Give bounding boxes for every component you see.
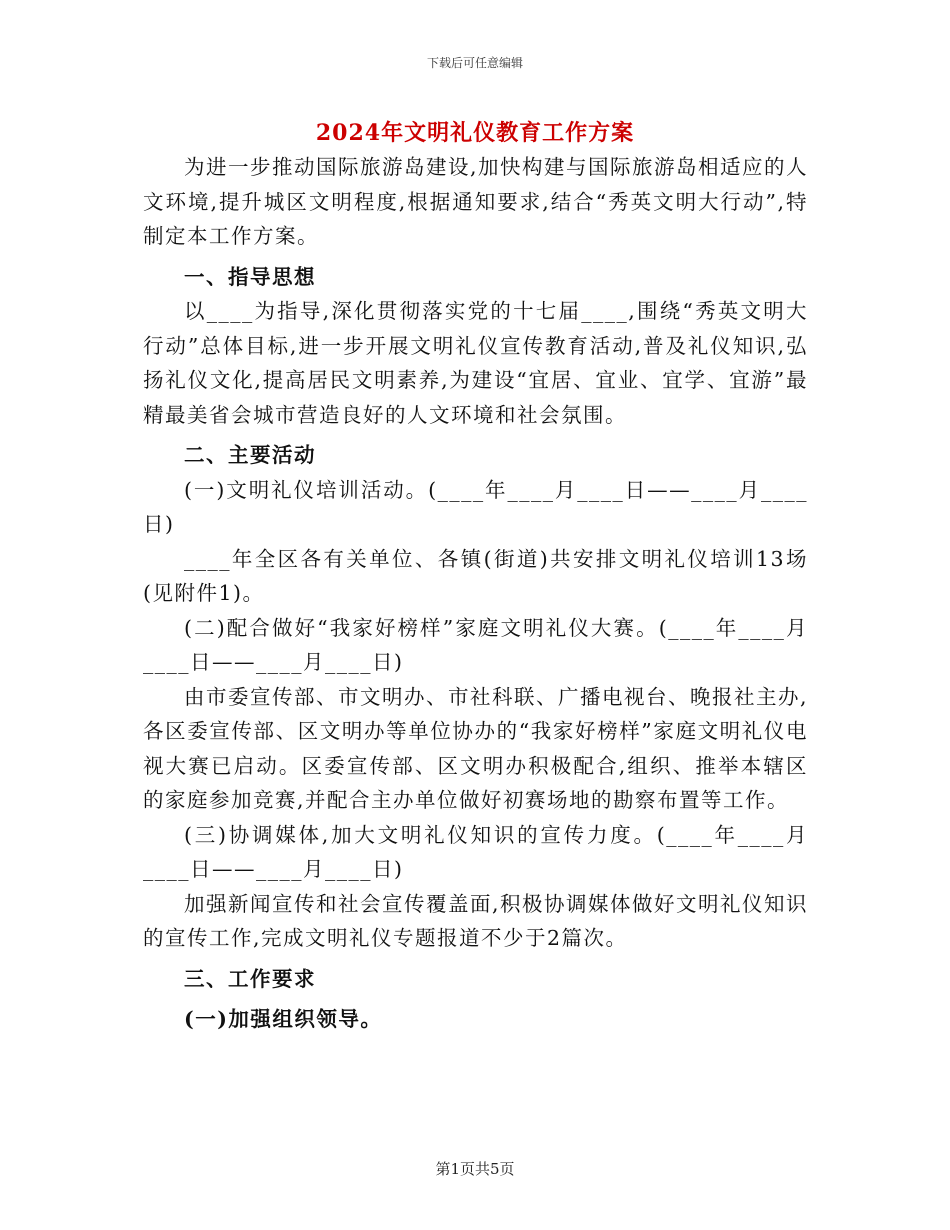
activity-3-title: (三)协调媒体,加大文明礼仪知识的宣传力度。(____年____月____日——____月____日) xyxy=(143,822,808,881)
section-heading-guiding-thought: 一、指导思想 xyxy=(184,264,316,289)
activity-3-body: 加强新闻宣传和社会宣传覆盖面,积极协调媒体做好文明礼仪知识的宣传工作,完成文明礼仪专题报道不少于2篇次。 xyxy=(143,891,809,950)
requirement-1-title: (一)加强组织领导。 xyxy=(184,1007,383,1031)
guiding-thought-paragraph: 以____为指导,深化贯彻落实党的十七届____,围绕“秀英文明大行动”总体目标,进一步开展文明礼仪宣传教育活动,普及礼仪知识,弘扬礼仪文化,提高居民文明素养,为建设“宜居、宜业、宜学、宜游”最精最美省会城市营造良好的人文环境和社会氛围。 xyxy=(143,299,808,427)
document-title: 2024年文明礼仪教育工作方案 xyxy=(315,120,635,146)
activity-2-body: 由市委宣传部、市文明办、市社科联、广播电视台、晚报社主办,各区委宣传部、区文明办等单位协办的“我家好榜样”家庭文明礼仪电视大赛已启动。区委宣传部、区文明办积极配合,组织、推举本辖区的家庭参加竞赛,并配合主办单位做好初赛场地的勘察布置等工作。 xyxy=(143,684,809,812)
page-footer: 第1页共5页 xyxy=(435,1160,515,1178)
section-heading-main-activities: 二、主要活动 xyxy=(184,443,316,467)
activity-1-body: ____年全区各有关单位、各镇(街道)共安排文明礼仪培训13场(见附件1)。 xyxy=(143,546,808,605)
intro-paragraph: 为进一步推动国际旅游岛建设,加快构建与国际旅游岛相适应的人文环境,提升城区文明程度,根据通知要求,结合“秀英文明大行动”,特制定本工作方案。 xyxy=(143,155,809,248)
activity-1-title: (一)文明礼仪培训活动。(____年____月____日——____月____日) xyxy=(143,477,808,536)
activity-2-title: (二)配合做好“我家好榜样”家庭文明礼仪大赛。(____年____月____日——____月____日) xyxy=(143,615,808,674)
header-note: 下载后可任意编辑 xyxy=(426,56,523,70)
document-body xyxy=(143,150,808,1037)
section-heading-work-requirements: 三、工作要求 xyxy=(184,966,316,991)
